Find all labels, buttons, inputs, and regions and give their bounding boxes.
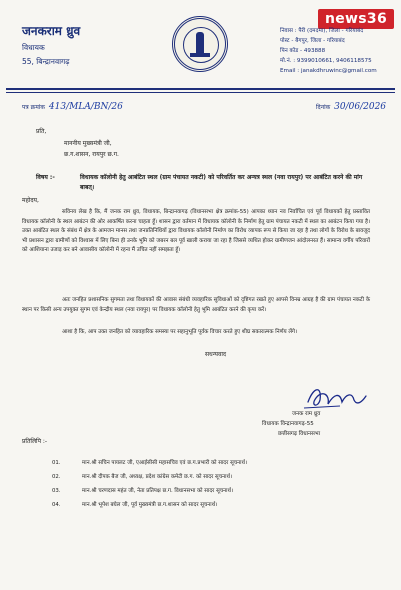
date-label: दिनांक bbox=[316, 104, 331, 111]
recipient-line-2: छ.ग.शासन, रायपुर छ.ग. bbox=[64, 151, 119, 158]
address-line-4: मो.नं. : 9399010661, 9406118575 bbox=[280, 58, 372, 64]
cc-item-number: 02. bbox=[52, 474, 61, 480]
cc-item-text: मान.श्री दीपक बैज जी, अध्यक्ष, प्रदेश कांग्रेस कमेटी छ.ग. को सादर सूचनार्थ। bbox=[82, 474, 233, 480]
address-line-1: निवास : पैरी (दमदमा), जिला - गरियाबंद bbox=[280, 28, 364, 34]
constituency: 55, बिन्द्रानवागढ़ bbox=[22, 57, 70, 66]
signatory-state: छत्तीसगढ़ विधानसभा bbox=[278, 431, 321, 437]
salutation: महोदय, bbox=[22, 197, 39, 204]
signatory-designation: विधायक विन्द्रानवागढ़-55 bbox=[262, 421, 314, 427]
reference-label: पत्र क्रमांक bbox=[22, 104, 45, 111]
letter-date bbox=[316, 102, 386, 112]
date-value: 30/06/2026 bbox=[334, 102, 387, 112]
header-divider bbox=[6, 88, 395, 90]
mla-designation: विधायक bbox=[22, 43, 45, 52]
mla-name: जनकराम ध्रुव bbox=[22, 24, 81, 38]
body-paragraph-1: सविनय लेख है कि, मैं जनक राम ध्रुव, विधायक, बिन्द्रानवागढ़ (विधानसभा क्षेत्र क्रमांक-55) आपका ध्यान नव निर्वाचित एवं पूर्व विधायकों हेतु प्रस्तावित विधायक कॉलोनी के स्थल आबंटन की ओर आकर्षित करना चाहता हूँ। शासन द्वारा वर्तमान में विधायक कॉलोनी के निर्माण हेतु ग्राम पंचायत नकटी में स्थल का आबंटन किया गया है। उक्त आबंटित स्थल के संबंध में क्षेत्र के आमजन मानस तथा जनप्रतिनिधियों द्वारा विधायक कॉलोनी निर्माण का विरोध व्यापक रूप से किया जा रहा है तथा लोगों के विरोध के बावजूद भी प्रशासन द्वारा ग्रामीणों को विश्वास में लिए बिना ही उनके भूमि को जबरन बल पूर्व खाली कराया जा रहा है जिससे व्यथित होकर ग्रामीणजन आंदोलनरत हैं। सामान्य वर्गीय परिवारों को आशियाना उजाड़ कर बने आवासीय कॉलोनी में रहना मैं उचित नहीं समझता हूँ। bbox=[22, 209, 370, 253]
cc-item bbox=[52, 486, 382, 494]
cc-item bbox=[52, 500, 382, 508]
signatory-name: जनक राम ध्रुव bbox=[292, 411, 321, 417]
news36-watermark: news36 bbox=[318, 9, 394, 29]
cc-item-text: मान.श्री चरणदास महंत जी, नेता प्रतिपक्ष छ.ग. विधानसभा को सादर सूचनार्थ। bbox=[82, 488, 234, 494]
closing: सधन्यवाद bbox=[205, 351, 227, 358]
address-line-5: Email : janakdhruwinc@gmail.com bbox=[280, 68, 377, 74]
recipient-prefix: प्रति, bbox=[36, 128, 47, 135]
state-emblem-icon bbox=[172, 16, 228, 72]
cc-item-number: 03. bbox=[52, 488, 61, 494]
subject-label: विषय :- bbox=[36, 174, 55, 181]
body-paragraph-3: आशा है कि, आप उक्त जनहित को व्यावहारिक समस्या पर सहानुभूति पूर्वक विचार करते हुए शीघ्र सकारात्मक निर्णय लेंगे। bbox=[62, 329, 298, 335]
reference-value: 413/MLA/BN/26 bbox=[48, 102, 123, 112]
cc-item-text: मान.श्री सचिन पायलट जी, एआईसीसी महासचिव एवं छ.ग.प्रभारी को सादर सूचनार्थ। bbox=[82, 460, 248, 466]
reference-number bbox=[22, 102, 123, 112]
cc-item-number: 04. bbox=[52, 502, 61, 508]
cc-item bbox=[52, 472, 382, 480]
cc-item-number: 01. bbox=[52, 460, 61, 466]
recipient-line-1: माननीय मुख्यमंत्री जी, bbox=[64, 140, 112, 147]
address-line-3: पिन कोड - 493888 bbox=[280, 48, 326, 54]
letterhead-address bbox=[280, 26, 396, 76]
cc-label: प्रतिलिपि :- bbox=[22, 438, 48, 445]
cc-item bbox=[52, 458, 382, 466]
header-divider-thin bbox=[6, 92, 395, 93]
subject-text: विधायक कॉलोनी हेतु आबंटित स्थल (ग्राम पंचायत नकटी) को परिवर्तित कर अन्यत्र स्थल (नवा रायपुर) पर आबंटित करने की मांग बाबत्। bbox=[80, 174, 363, 191]
cc-item-text: मान.श्री भूपेश बघेल जी, पूर्व मुख्यमंत्री छ.ग.शासन को सादर सूचनार्थ। bbox=[82, 502, 218, 508]
letterhead-left bbox=[22, 22, 80, 67]
body-paragraph-2: अतः जनहित प्रशासनिक सुगमता तथा विधायकों की आवास संबंधी व्यवहारिक सुविधाओं को दृष्टिगत रखते हुए आपसे विनम्र आग्रह है की ग्राम पंचायत नकटी के स्थान पर किसी अन्य उपयुक्त सुगम एवं केन्द्रीय स्थल (नवा रायपुर) पर विधायक कॉलोनी हेतु भूमि आबंटित करने की कृपा करें। bbox=[22, 297, 370, 313]
address-line-2: पोस्ट - बैगपुर, जिला - गरियाबंद bbox=[280, 38, 345, 44]
